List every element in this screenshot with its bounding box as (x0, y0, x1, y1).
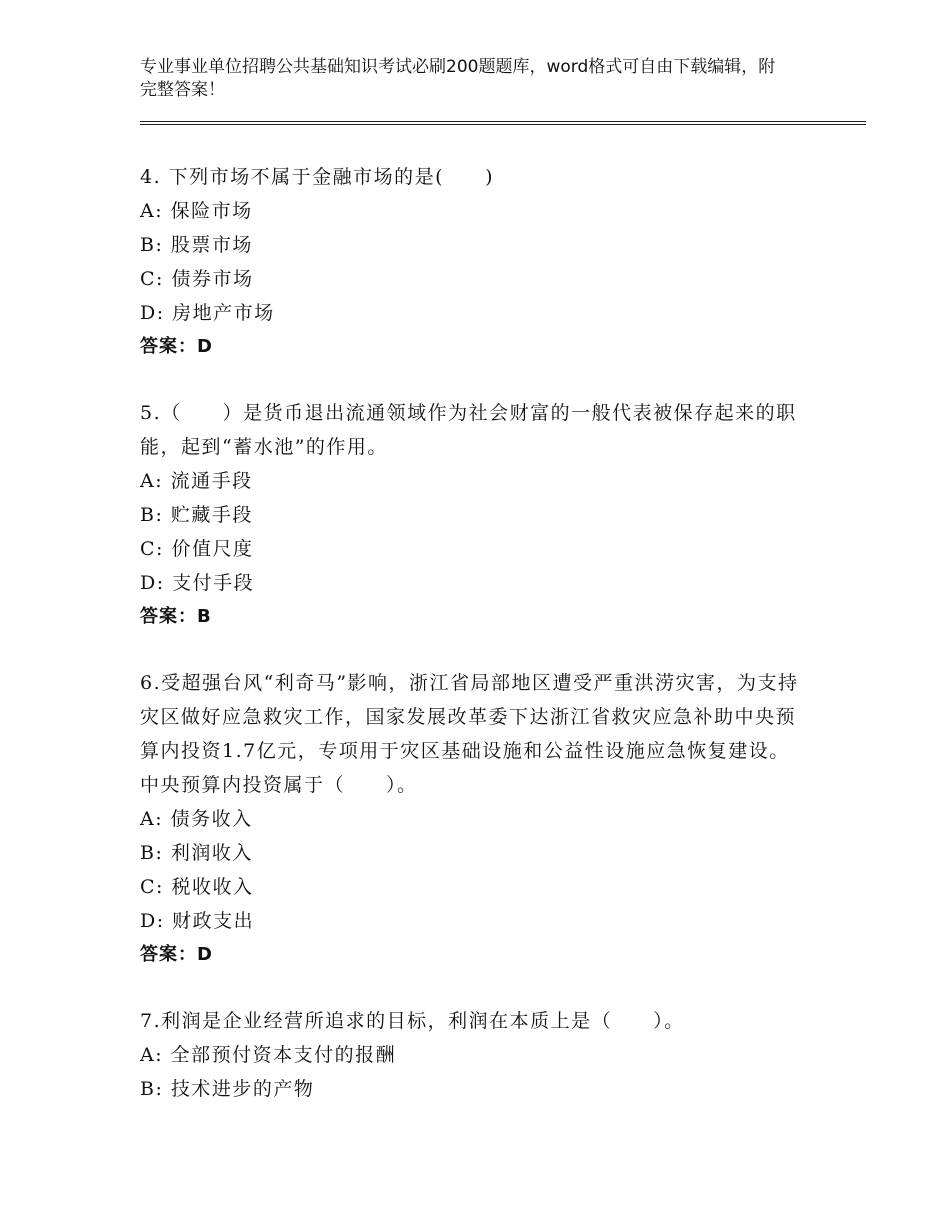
question-stem: 5.（ ）是货币退出流通领域作为社会财富的一般代表被保存起来的职能，起到“蓄水池”的作用。 (140, 402, 797, 458)
answer-line: 答案：D (140, 944, 213, 965)
option-b: B: 技术进步的产物 (140, 1078, 315, 1100)
option-c: C: 价值尺度 (140, 538, 254, 560)
question-stem: 6.受超强台风“利奇马”影响，浙江省局部地区遭受严重洪涝灾害，为支持灾区做好应急救灾工作，国家发展改革委下达浙江省救灾应急补助中央预算内投资1.7亿元，专项用于灾区基础设施和公益性设施应急恢复建设。中央预算内投资属于（ ）。 (140, 672, 799, 796)
question-stem: 7.利润是企业经营所追求的目标，利润在本质上是（ ）。 (140, 1010, 685, 1032)
question-4 (140, 160, 800, 364)
question-stem: 4. 下列市场不属于金融市场的是( ) (140, 166, 494, 188)
answer-line: 答案：D (140, 336, 213, 357)
question-5 (140, 396, 800, 634)
option-c: C: 税收收入 (140, 876, 254, 898)
option-a: A: 保险市场 (140, 200, 253, 222)
option-d: D: 房地产市场 (140, 302, 275, 324)
option-d: D: 财政支出 (140, 910, 255, 932)
option-c: C: 债券市场 (140, 268, 254, 290)
option-a: A: 债务收入 (140, 808, 253, 830)
option-b: B: 股票市场 (140, 234, 253, 256)
option-a: A: 流通手段 (140, 470, 253, 492)
option-b: B: 利润收入 (140, 842, 253, 864)
question-7 (140, 1004, 800, 1106)
option-b: B: 贮藏手段 (140, 504, 253, 526)
header-divider (140, 121, 866, 122)
question-list (140, 160, 800, 1138)
option-a: A: 全部预付资本支付的报酬 (140, 1044, 397, 1066)
answer-line: 答案：B (140, 606, 212, 627)
document-header: 专业事业单位招聘公共基础知识考试必刷200题题库，word格式可自由下载编辑，附完整答案！ (140, 57, 776, 100)
header-divider-second (140, 124, 866, 125)
option-d: D: 支付手段 (140, 572, 255, 594)
question-6 (140, 666, 800, 972)
